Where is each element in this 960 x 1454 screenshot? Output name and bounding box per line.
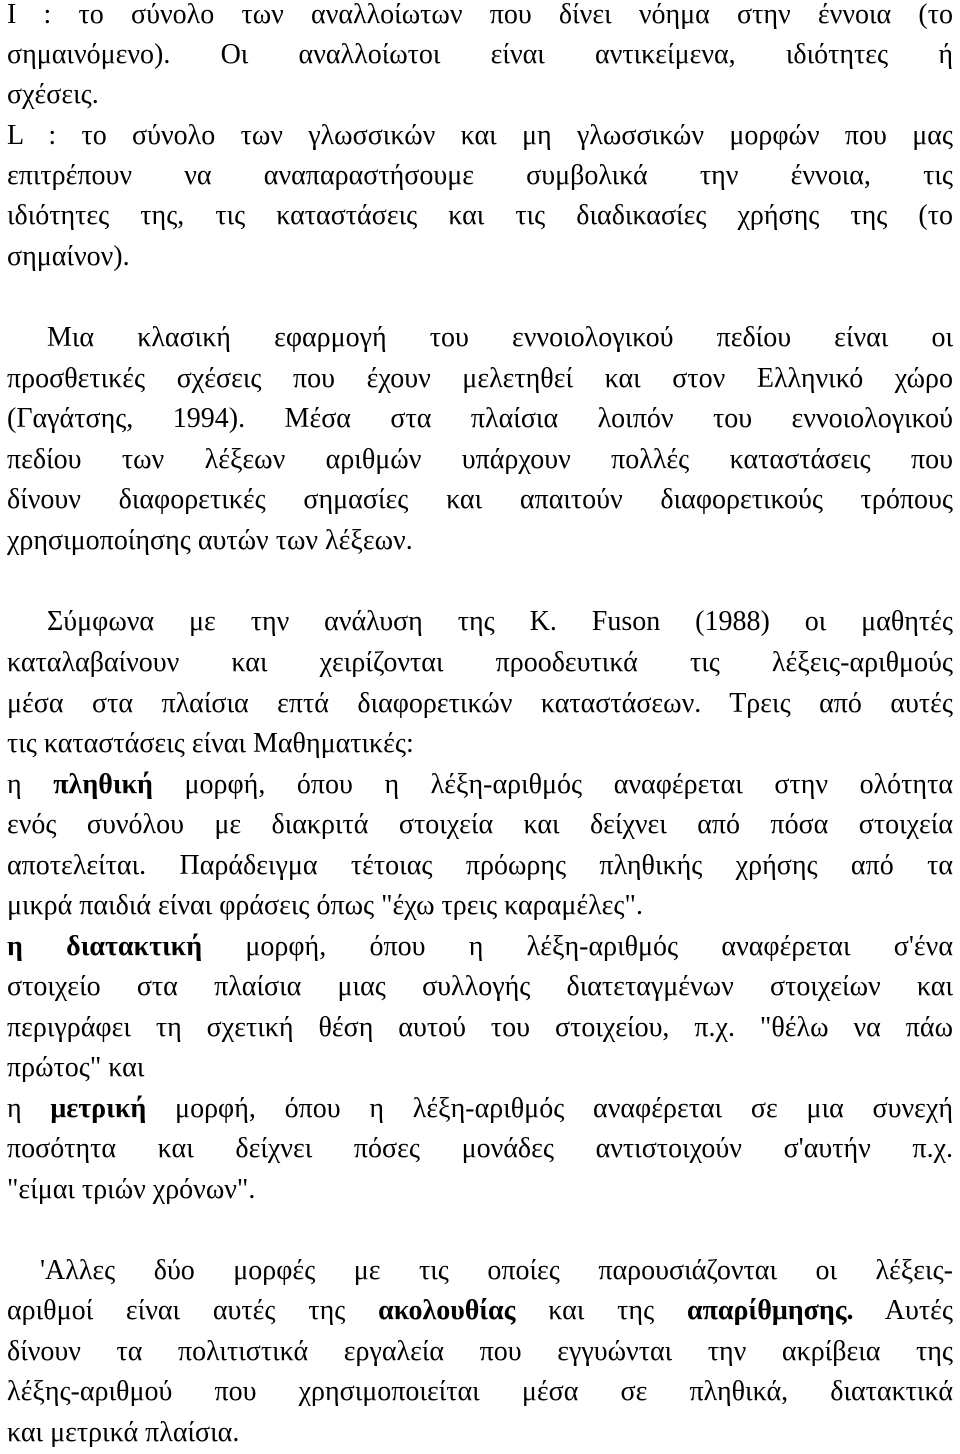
cardinal-form-line-1 <box>7 765 953 805</box>
cardinal-term: πληθική <box>53 769 153 800</box>
other-forms-line-2-a: αριθμοί είναι αυτές της <box>7 1295 379 1326</box>
other-forms-line-2-b: και της <box>515 1295 687 1326</box>
definition-l-line-2: επιτρέπουν να αναπαραστήσουμε συμβολικά την έννοια, τις <box>7 160 953 191</box>
definition-l-line-1: L : το σύνολο των γλωσσικών και μη γλωσσικών μορφών που μας <box>7 120 953 151</box>
classic-application-line-2: προσθετικές σχέσεις που έχουν μελετηθεί και στον Ελληνικό χώρο <box>7 363 953 394</box>
ordinal-form-line-3: περιγράφει τη σχετική θέση αυτού του στοιχείου, π.χ. "θέλω να πάω <box>7 1012 953 1043</box>
fuson-analysis-line-4: τις καταστάσεις είναι Μαθηματικές: <box>7 728 414 759</box>
measure-form-line-1 <box>7 1089 953 1129</box>
cardinal-form-line-2: ενός συνόλου με διακριτά στοιχεία και δείχνει από πόσα στοιχεία <box>7 809 953 840</box>
classic-application-line-4: πεδίου των λέξεων αριθμών υπάρχουν πολλές καταστάσεις που <box>7 444 953 475</box>
ordinal-form-line-1 <box>7 927 953 967</box>
definition-i-line-3: σχέσεις. <box>7 79 99 110</box>
other-forms-line-5: και μετρικά πλαίσια. <box>7 1417 240 1448</box>
measure-term: μετρική <box>50 1093 147 1124</box>
ordinal-form-line-2: στοιχείο στα πλαίσια μιας συλλογής διατεταγμένων στοιχείων και <box>7 971 953 1002</box>
cardinal-form-line-3: αποτελείται. Παράδειγμα τέτοιας πρόωρης πληθικής χρήσης από τα <box>7 850 953 881</box>
other-forms-line-2 <box>7 1291 953 1331</box>
cardinal-prefix: η <box>7 769 54 800</box>
ordinal-form-line-4: πρώτος" και <box>7 1052 145 1083</box>
ordinal-line-1-rest: μορφή, όπου η λέξη-αριθμός αναφέρεται σ'ένα <box>202 931 953 962</box>
definition-l-line-3: ιδιότητες της, τις καταστάσεις και τις διαδικασίες χρήσης της (το <box>7 200 953 231</box>
definition-i-line-1: I : το σύνολο των αναλλοίωτων που δίνει νόημα στην έννοια (το <box>7 0 953 30</box>
measure-line-1-rest: μορφή, όπου η λέξη-αριθμός αναφέρεται σε μια συνεχή <box>146 1093 953 1124</box>
other-forms-line-2-c: Αυτές <box>853 1295 953 1326</box>
definition-i-line-2: σημαινόμενο). Οι αναλλοίωτοι είναι αντικείμενα, ιδιότητες ή <box>7 39 953 70</box>
cardinal-line-1-rest: μορφή, όπου η λέξη-αριθμός αναφέρεται στην ολότητα <box>152 769 953 800</box>
fuson-analysis-line-3: μέσα στα πλαίσια επτά διαφορετικών καταστάσεων. Τρεις από αυτές <box>7 688 953 719</box>
sequence-term: ακολουθίας <box>378 1295 516 1326</box>
classic-application-line-6: χρησιμοποίησης αυτών των λέξεων. <box>7 525 413 556</box>
fuson-analysis-line-1: Σύμφωνα με την ανάλυση της K. Fuson (1988) οι μαθητές <box>47 606 953 637</box>
cardinal-form-line-4: μικρά παιδιά είναι φράσεις όπως "έχω τρεις καραμέλες". <box>7 890 643 921</box>
measure-prefix: η <box>7 1093 51 1124</box>
classic-application-line-3: (Γαγάτσης, 1994). Μέσα στα πλαίσια λοιπόν του εννοιολογικού <box>7 403 953 434</box>
ordinal-term: η διατακτική <box>7 931 203 962</box>
classic-application-line-1: Μια κλασική εφαρμογή του εννοιολογικού πεδίου είναι οι <box>47 322 953 353</box>
measure-form-line-3: "είμαι τριών χρόνων". <box>7 1174 256 1205</box>
other-forms-line-1: 'Αλλες δύο μορφές με τις οποίες παρουσιάζονται οι λέξεις- <box>40 1255 953 1286</box>
counting-term: απαρίθμησης. <box>686 1295 854 1326</box>
classic-application-line-5: δίνουν διαφορετικές σημασίες και απαιτούν διαφορετικούς τρόπους <box>7 484 953 515</box>
measure-form-line-2: ποσότητα και δείχνει πόσες μονάδες αντιστοιχούν σ'αυτήν π.χ. <box>7 1133 953 1164</box>
definition-l-line-4: σημαίνον). <box>7 241 130 272</box>
other-forms-line-4: λέξης-αριθμού που χρησιμοποιείται μέσα σε πληθικά, διατακτικά <box>7 1376 953 1407</box>
other-forms-line-3: δίνουν τα πολιτιστικά εργαλεία που εγγυώνται την ακρίβεια της <box>7 1336 953 1367</box>
fuson-analysis-line-2: καταλαβαίνουν και χειρίζονται προοδευτικά τις λέξεις-αριθμούς <box>7 647 953 678</box>
